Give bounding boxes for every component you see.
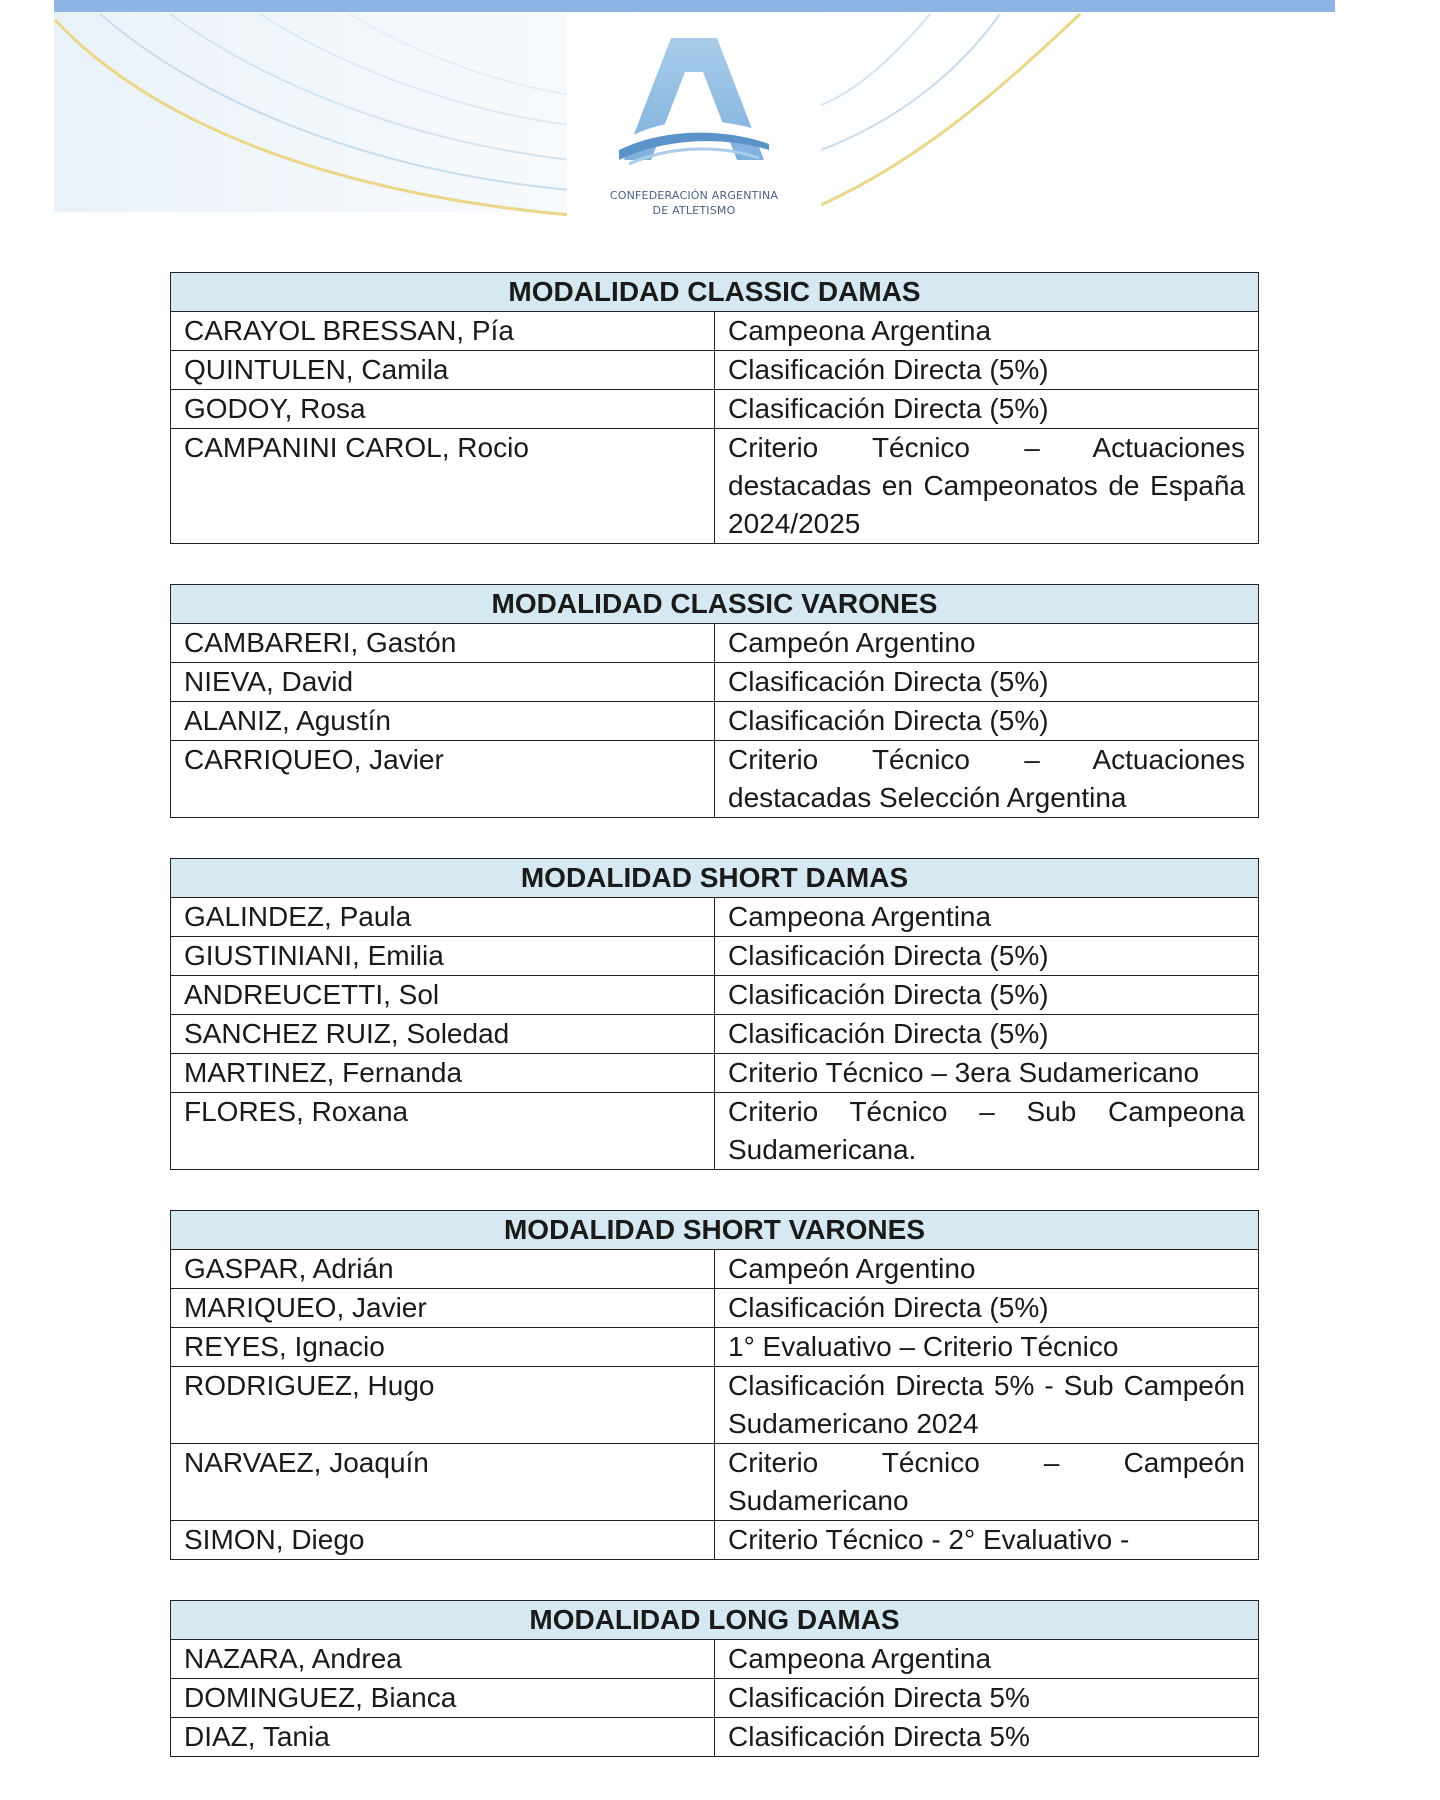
table-classic-damas <box>170 272 1259 544</box>
athlete-name: MARTINEZ, Fernanda <box>171 1054 715 1093</box>
qualification-detail: Campeón Argentino <box>715 624 1259 663</box>
qualification-detail: Clasificación Directa (5%) <box>715 937 1259 976</box>
qualification-detail: Campeona Argentina <box>715 898 1259 937</box>
table-row <box>171 1328 1259 1367</box>
table-row <box>171 312 1259 351</box>
table-short-damas <box>170 858 1259 1170</box>
qualification-detail: Criterio Técnico – Sub Campeona Sudamericana. <box>715 1093 1259 1170</box>
athlete-name: NAZARA, Andrea <box>171 1640 715 1679</box>
qualification-detail: Clasificación Directa 5% <box>715 1679 1259 1718</box>
table-row <box>171 1679 1259 1718</box>
table-title: MODALIDAD CLASSIC DAMAS <box>171 273 1259 312</box>
table-row <box>171 1640 1259 1679</box>
qualification-detail: Clasificación Directa (5%) <box>715 351 1259 390</box>
athlete-name: CAMBARERI, Gastón <box>171 624 715 663</box>
athlete-name: NARVAEZ, Joaquín <box>171 1444 715 1521</box>
table-title: MODALIDAD SHORT DAMAS <box>171 859 1259 898</box>
table-classic-varones <box>170 584 1259 818</box>
qualification-detail: Clasificación Directa (5%) <box>715 1015 1259 1054</box>
table-title: MODALIDAD CLASSIC VARONES <box>171 585 1259 624</box>
table-row <box>171 898 1259 937</box>
selection-tables <box>170 272 1259 1757</box>
qualification-detail: Criterio Técnico – Actuaciones destacadas Selección Argentina <box>715 741 1259 818</box>
table-row <box>171 937 1259 976</box>
athlete-name: DIAZ, Tania <box>171 1718 715 1757</box>
table-short-varones <box>170 1210 1259 1560</box>
athlete-name: GALINDEZ, Paula <box>171 898 715 937</box>
top-bar <box>54 0 1335 12</box>
table-row <box>171 390 1259 429</box>
table-row <box>171 1250 1259 1289</box>
athlete-name: DOMINGUEZ, Bianca <box>171 1679 715 1718</box>
table-title: MODALIDAD LONG DAMAS <box>171 1601 1259 1640</box>
table-long-damas <box>170 1600 1259 1757</box>
table-row <box>171 624 1259 663</box>
table-row <box>171 1444 1259 1521</box>
table-row <box>171 1015 1259 1054</box>
logo-panel <box>567 14 821 220</box>
qualification-detail: Criterio Técnico – 3era Sudamericano <box>715 1054 1259 1093</box>
table-row <box>171 741 1259 818</box>
qualification-detail: Clasificación Directa (5%) <box>715 663 1259 702</box>
athlete-name: ANDREUCETTI, Sol <box>171 976 715 1015</box>
qualification-detail: Clasificación Directa 5% <box>715 1718 1259 1757</box>
table-title: MODALIDAD SHORT VARONES <box>171 1211 1259 1250</box>
table-row <box>171 1521 1259 1560</box>
table-row <box>171 1718 1259 1757</box>
athlete-name: QUINTULEN, Camila <box>171 351 715 390</box>
athlete-name: REYES, Ignacio <box>171 1328 715 1367</box>
qualification-detail: Clasificación Directa (5%) <box>715 702 1259 741</box>
qualification-detail: 1° Evaluativo – Criterio Técnico <box>715 1328 1259 1367</box>
qualification-detail: Clasificación Directa (5%) <box>715 976 1259 1015</box>
qualification-detail: Clasificación Directa (5%) <box>715 390 1259 429</box>
table-row <box>171 351 1259 390</box>
athlete-name: ALANIZ, Agustín <box>171 702 715 741</box>
table-row <box>171 976 1259 1015</box>
athlete-name: CARRIQUEO, Javier <box>171 741 715 818</box>
org-name-line1: CONFEDERACIÓN ARGENTINA <box>609 189 779 202</box>
athlete-name: GIUSTINIANI, Emilia <box>171 937 715 976</box>
table-row <box>171 1367 1259 1444</box>
qualification-detail: Clasificación Directa (5%) <box>715 1289 1259 1328</box>
athlete-name: SIMON, Diego <box>171 1521 715 1560</box>
athlete-name: CAMPANINI CAROL, Rocio <box>171 429 715 544</box>
table-row <box>171 1093 1259 1170</box>
athlete-name: RODRIGUEZ, Hugo <box>171 1367 715 1444</box>
table-row <box>171 429 1259 544</box>
caa-logo-icon <box>619 32 769 182</box>
athlete-name: CARAYOL BRESSAN, Pía <box>171 312 715 351</box>
table-row <box>171 1054 1259 1093</box>
qualification-detail: Campeona Argentina <box>715 1640 1259 1679</box>
qualification-detail: Campeón Argentino <box>715 1250 1259 1289</box>
table-row <box>171 663 1259 702</box>
qualification-detail: Criterio Técnico – Campeón Sudamericano <box>715 1444 1259 1521</box>
qualification-detail: Criterio Técnico - 2° Evaluativo - <box>715 1521 1259 1560</box>
qualification-detail: Campeona Argentina <box>715 312 1259 351</box>
table-row <box>171 702 1259 741</box>
athlete-name: MARIQUEO, Javier <box>171 1289 715 1328</box>
athlete-name: FLORES, Roxana <box>171 1093 715 1170</box>
qualification-detail: Criterio Técnico – Actuaciones destacadas en Campeonatos de España 2024/2025 <box>715 429 1259 544</box>
org-name-line2: DE ATLETISMO <box>652 204 736 217</box>
athlete-name: SANCHEZ RUIZ, Soledad <box>171 1015 715 1054</box>
qualification-detail: Clasificación Directa 5% - Sub Campeón Sudamericano 2024 <box>715 1367 1259 1444</box>
athlete-name: GODOY, Rosa <box>171 390 715 429</box>
letterhead <box>0 0 1440 230</box>
athlete-name: GASPAR, Adrián <box>171 1250 715 1289</box>
athlete-name: NIEVA, David <box>171 663 715 702</box>
table-row <box>171 1289 1259 1328</box>
